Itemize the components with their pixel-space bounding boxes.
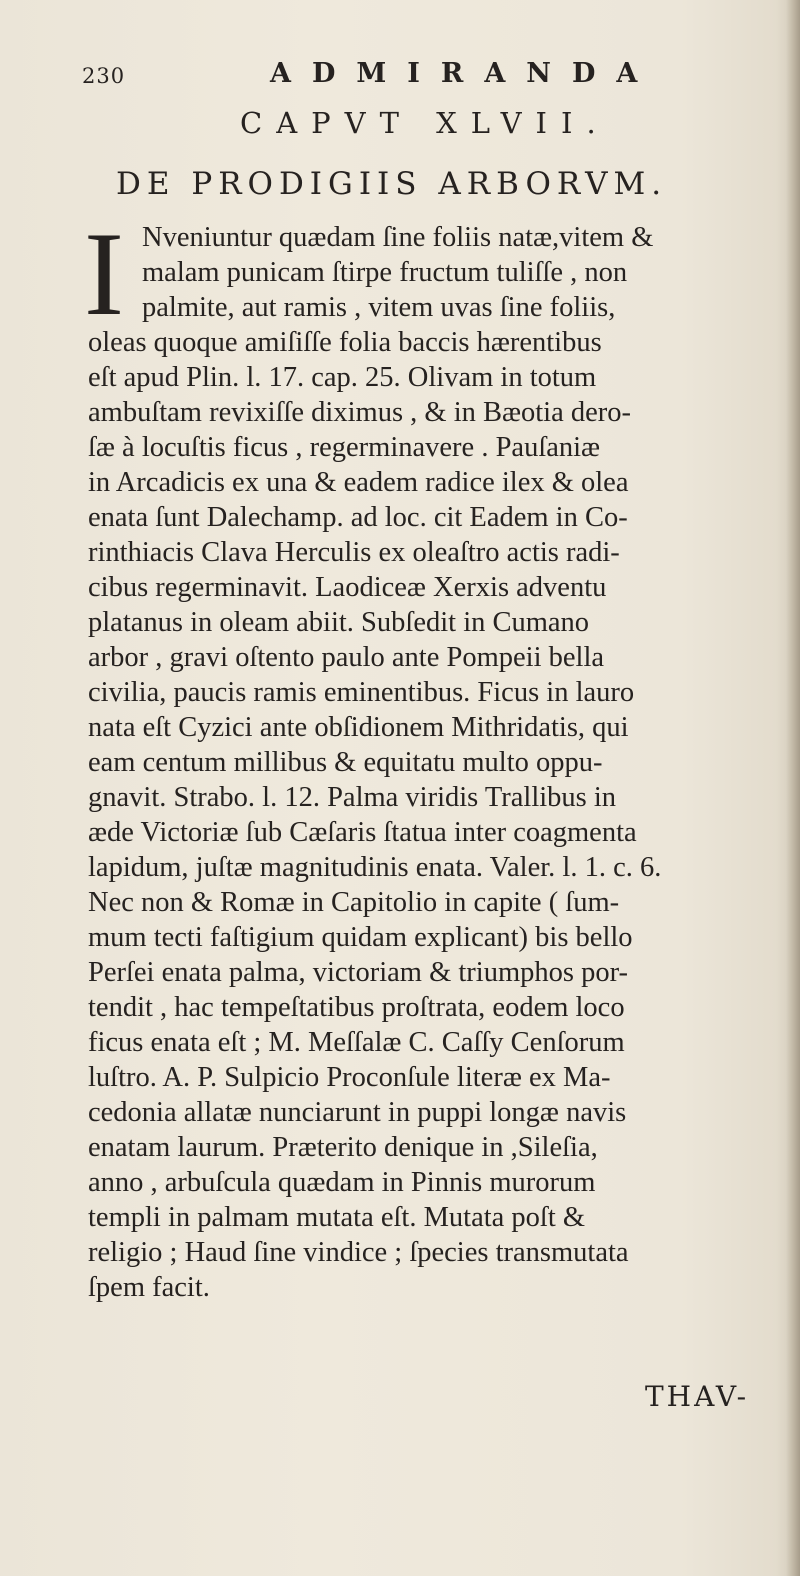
text-line: Perſei enata palma, victoriam & triumphos por- bbox=[88, 957, 628, 988]
text-line: oleas quoque amiſiſſe folia baccis hærentibus bbox=[88, 327, 602, 358]
running-head: ADMIRANDA bbox=[270, 58, 659, 89]
text-line: nata eſt Cyzici ante obſidionem Mithridatis, qui bbox=[88, 712, 629, 743]
text-line: luſtro. A. P. Sulpicio Proconſule literæ ex Ma- bbox=[88, 1062, 611, 1093]
text-line: enatam laurum. Præterito denique in ,Sileſia, bbox=[88, 1132, 598, 1163]
text-line: Nveniuntur quædam ſine foliis natæ,vitem & bbox=[142, 222, 654, 253]
text-line: tendit , hac tempeſtatibus proſtrata, eodem loco bbox=[88, 992, 625, 1023]
text-line: Nec non & Romæ in Capitolio in capite ( ſum- bbox=[88, 887, 620, 918]
text-line: cedonia allatæ nunciarunt in puppi longæ navis bbox=[88, 1097, 627, 1128]
text-line: arbor , gravi oſtento paulo ante Pompeii bella bbox=[88, 642, 605, 673]
chapter-subtitle: DE PRODIGIIS ARBORVM. bbox=[116, 166, 668, 202]
text-line: malam punicam ſtirpe fructum tuliſſe , non bbox=[142, 257, 628, 288]
text-line: religio ; Haud ſine vindice ; ſpecies transmutata bbox=[88, 1237, 629, 1268]
text-line: templi in palmam mutata eſt. Mutata poſt & bbox=[88, 1202, 586, 1233]
catchword: THAV- bbox=[645, 1380, 750, 1413]
text-line: ambuſtam revixiſſe diximus , & in Bæotia dero- bbox=[88, 397, 632, 428]
text-line: lapidum, juſtæ magnitudinis enata. Valer. l. 1. c. 6. bbox=[88, 852, 662, 883]
text-line: rinthiacis Clava Herculis ex oleaſtro actis radi- bbox=[88, 537, 620, 568]
text-line: ſæ à locuſtis ficus , regerminavere . Pauſaniæ bbox=[88, 432, 601, 463]
text-line: in Arcadicis ex una & eadem radice ilex & olea bbox=[88, 467, 629, 498]
text-line: gnavit. Strabo. l. 12. Palma viridis Trallibus in bbox=[88, 782, 617, 813]
text-line: anno , arbuſcula quædam in Pinnis murorum bbox=[88, 1167, 596, 1198]
drop-initial: I bbox=[84, 207, 124, 340]
text-line: eam centum millibus & equitatu multo oppu- bbox=[88, 747, 603, 778]
page-number: 230 bbox=[82, 64, 126, 88]
text-line: æde Victoriæ ſub Cæſaris ſtatua inter coagmenta bbox=[88, 817, 637, 848]
text-line: platanus in oleam abiit. Subſedit in Cumano bbox=[88, 607, 590, 638]
chapter-title: CAPVT XLVII. bbox=[240, 106, 610, 140]
text-line: palmite, aut ramis , vitem uvas ſine foliis, bbox=[142, 292, 616, 323]
text-line: enata ſunt Dalechamp. ad loc. cit Eadem in Co- bbox=[88, 502, 628, 533]
text-line: eſt apud Plin. l. 17. cap. 25. Olivam in totum bbox=[88, 362, 597, 393]
text-line: mum tecti faſtigium quidam explicant) bis bello bbox=[88, 922, 633, 953]
text-line: ficus enata eſt ; M. Meſſalæ C. Caſſy Cenſorum bbox=[88, 1027, 625, 1058]
text-line: civilia, paucis ramis eminentibus. Ficus in lauro bbox=[88, 677, 635, 708]
text-line: ſpem facit. bbox=[88, 1272, 210, 1303]
text-line: cibus regerminavit. Laodiceæ Xerxis adventu bbox=[88, 572, 607, 603]
page-edge-shadow bbox=[786, 0, 800, 1576]
